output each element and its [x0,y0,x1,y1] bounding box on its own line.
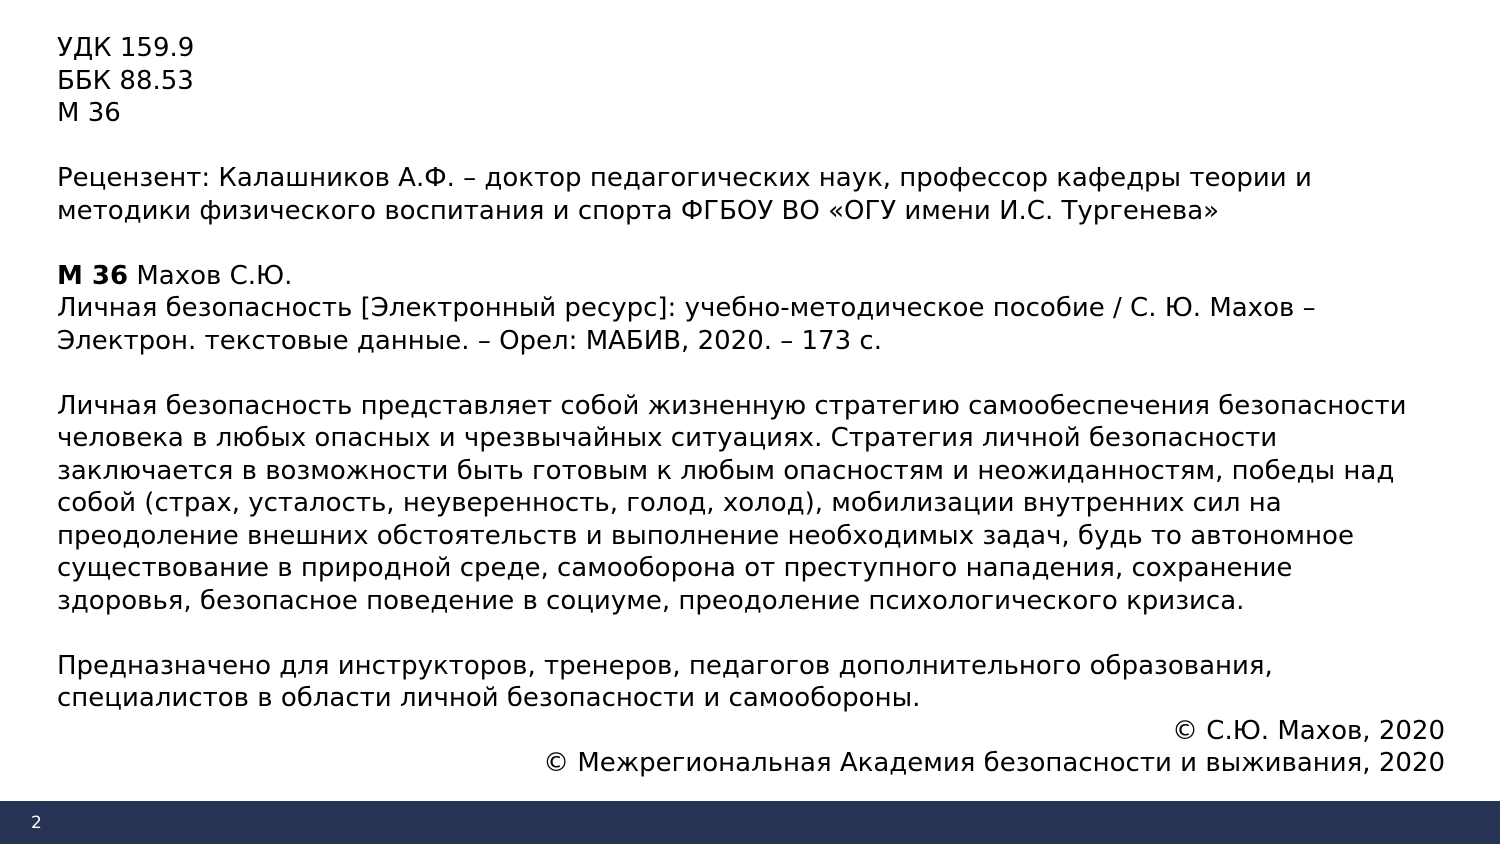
citation-author: Махов С.Ю. [128,260,293,291]
abstract-line: заключается в возможности быть готовым к любым опасностям и неожиданностям, победы над [57,455,1395,486]
abstract-line: преодоление внешних обстоятельств и выполнение необходимых задач, будь то автономное [57,520,1354,551]
bbk-code: ББК 88.53 [57,65,194,96]
spacer [57,130,1447,163]
reviewer-line-1: Рецензент: Калашников А.Ф. – доктор педагогических наук, профессор кафедры теории и [57,163,1312,193]
citation-code: М 36 [57,260,129,291]
spacer [57,357,1447,390]
abstract-line: существование в природной среде, самооборона от преступного нападения, сохранение [57,553,1293,583]
audience-line-2: специалистов в области личной безопасности и самообороны. [57,683,921,713]
page-number: 2 [31,813,42,833]
udk-code: УДК 159.9 [57,33,195,63]
citation-heading [57,260,1447,293]
citation-line-3: Электрон. текстовые данные. – Орел: МАБИВ, 2020. – 173 с. [57,325,882,356]
abstract-line: здоровья, безопасное поведение в социуме, преодоление психологического кризиса. [57,585,1245,616]
copyright-academy: © Межрегиональная Академия безопасности и выживания, 2020 [543,748,1445,778]
author-mark: М 36 [57,98,121,128]
imprint-content [57,32,1447,780]
abstract-line: собой (страх, усталость, неуверенность, голод, холод), мобилизации внутренних сил на [57,488,1282,518]
abstract-line: Личная безопасность представляет собой жизненную стратегию самообеспечения безопасности [57,390,1407,421]
footer-bar [0,801,1500,844]
spacer [57,617,1447,650]
abstract-line: человека в любых опасных и чрезвычайных ситуациях. Стратегия личной безопасности [57,423,1278,453]
reviewer-line-2: методики физического воспитания и спорта ФГБОУ ВО «ОГУ имени И.С. Тургенева» [57,195,1220,226]
citation-line-2: Личная безопасность [Электронный ресурс]: учебно-методическое пособие / С. Ю. Махов – [57,293,1316,323]
spacer [57,227,1447,260]
copyright-author: © С.Ю. Махов, 2020 [1172,715,1445,746]
audience-line-1: Предназначено для инструкторов, тренеров, педагогов дополнительного образования, [57,650,1273,681]
